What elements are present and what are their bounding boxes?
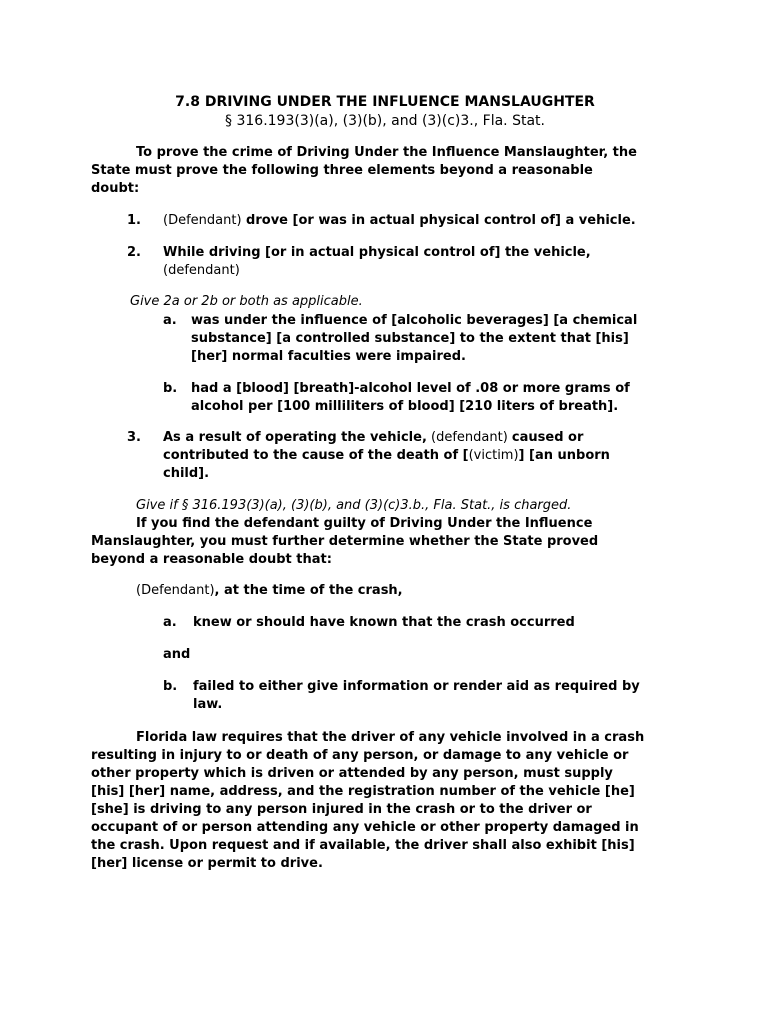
time-of-crash-line xyxy=(136,582,403,600)
sub-element-line: law. xyxy=(193,697,223,712)
sub-element-letter: b. xyxy=(163,679,178,694)
sub-element-letter: a. xyxy=(163,615,177,630)
further-line: If you find the defendant guilty of Driving Under the Influence xyxy=(136,516,593,531)
law-line: other property which is driven or attended by any person, must supply xyxy=(91,766,613,781)
intro-line: doubt: xyxy=(91,181,140,196)
law-line: the crash. Upon request and if available, the driver shall also exhibit [his] xyxy=(91,838,635,853)
element-3-text: contributed to the cause of the death of [ xyxy=(163,448,469,463)
sub-element-line: was under the influence of [alcoholic beverages] [a chemical xyxy=(191,313,638,328)
defendant-placeholder: (Defendant) xyxy=(136,583,215,598)
element-3-line xyxy=(163,447,610,465)
sub-element-line: failed to either give information or render aid as required by xyxy=(193,679,640,694)
element-1-text xyxy=(163,212,636,230)
sub-element-line: [her] normal faculties were impaired. xyxy=(191,349,466,364)
conjunction-and: and xyxy=(163,647,191,662)
element-3-line xyxy=(163,429,583,447)
law-line: [she] is driving to any person injured in the crash or to the driver or xyxy=(91,802,592,817)
time-of-crash-text: , at the time of the crash, xyxy=(214,583,403,598)
sub-element-letter: a. xyxy=(163,313,177,328)
defendant-placeholder: (defendant) xyxy=(163,263,240,278)
element-number: 2. xyxy=(127,245,141,260)
sub-element-letter: b. xyxy=(163,381,178,396)
element-number: 1. xyxy=(127,213,141,228)
page-title: 7.8 DRIVING UNDER THE INFLUENCE MANSLAUGHTER xyxy=(175,94,595,110)
sub-element-line: substance] [a controlled substance] to the extent that [his] xyxy=(191,331,629,346)
instruction-note: Give 2a or 2b or both as applicable. xyxy=(130,294,363,309)
sub-element-line: alcohol per [100 milliliters of blood] [210 liters of breath]. xyxy=(191,399,619,414)
intro-line: To prove the crime of Driving Under the Influence Manslaughter, the xyxy=(136,145,637,160)
sub-element-line: knew or should have known that the crash occurred xyxy=(193,615,575,630)
victim-placeholder: (victim) xyxy=(468,448,519,463)
law-line: resulting in injury to or death of any person, or damage to any vehicle or xyxy=(91,748,629,763)
instruction-note: Give if § 316.193(3)(a), (3)(b), and (3)(c)3.b., Fla. Stat., is charged. xyxy=(136,498,572,513)
law-line: Florida law requires that the driver of any vehicle involved in a crash xyxy=(136,730,645,745)
element-2-line: While driving [or in actual physical control of] the vehicle, xyxy=(163,245,591,260)
intro-line: State must prove the following three elements beyond a reasonable xyxy=(91,163,593,178)
law-line: [her] license or permit to drive. xyxy=(91,856,323,871)
defendant-placeholder: (Defendant) xyxy=(163,213,242,228)
law-line: [his] [her] name, address, and the registration number of the vehicle [he] xyxy=(91,784,635,799)
element-3-text: caused or xyxy=(511,430,584,445)
further-line: beyond a reasonable doubt that: xyxy=(91,552,332,567)
element-3-text: As a result of operating the vehicle, xyxy=(163,430,427,445)
defendant-placeholder: (defendant) xyxy=(426,430,512,445)
element-1-body: drove [or was in actual physical control of] a vehicle. xyxy=(241,213,636,228)
law-line: occupant of or person attending any vehicle or other property damaged in xyxy=(91,820,639,835)
sub-element-line: had a [blood] [breath]-alcohol level of .08 or more grams of xyxy=(191,381,630,396)
element-3-line: child]. xyxy=(163,466,210,481)
element-3-text: ] [an unborn xyxy=(518,448,610,463)
element-number: 3. xyxy=(127,430,141,445)
statute-citation: § 316.193(3)(a), (3)(b), and (3)(c)3., Fla. Stat. xyxy=(225,113,545,129)
further-line: Manslaughter, you must further determine whether the State proved xyxy=(91,534,599,549)
